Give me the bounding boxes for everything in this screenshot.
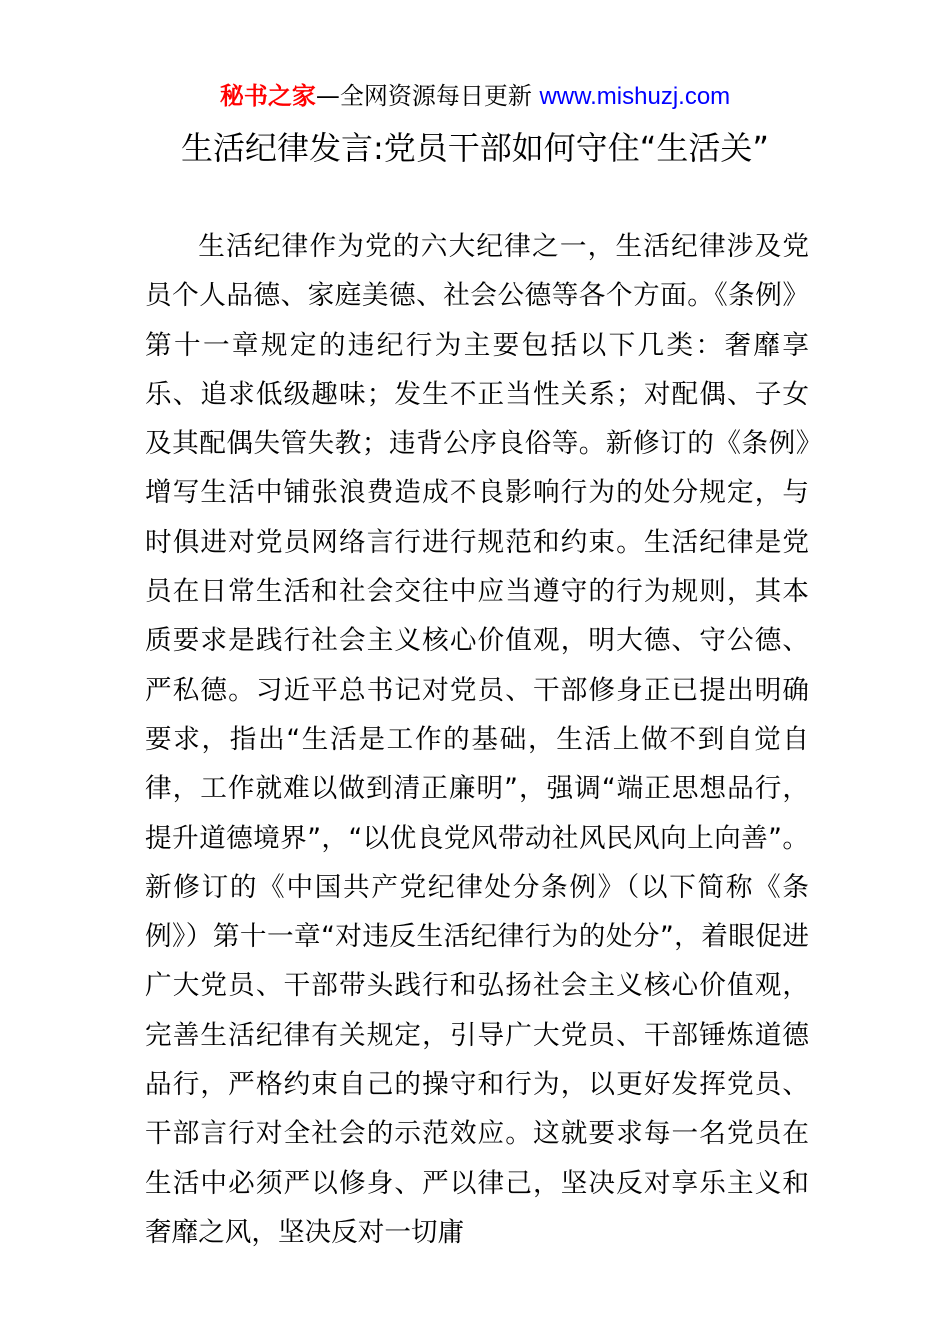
document-title: 生活纪律发言:党员干部如何守住“生活关”: [181, 129, 769, 167]
body-paragraph: 生活纪律作为党的六大纪律之一，生活纪律涉及党员个人品德、家庭美德、社会公德等各个方面。《条例》第十一章规定的违纪行为主要包括以下几类：奢靡享乐、追求低级趣味；发生不正当性关系；对配偶、子女及其配偶失管失教；违背公序良俗等。新修订的《条例》增写生活中铺张浪费造成不良影响行为的处分规定，与时俱进对党员网络言行进行规范和约束。生活纪律是党员在日常生活和社会交往中应当遵守的行为规则，其本质要求是践行社会主义核心价值观，明大德、守公德、严私德。习近平总书记对党员、干部修身正已提出明确要求，指出“生活是工作的基础，生活上做不到自觉自律，工作就难以做到清正廉明”，强调“端正思想品行，提升道德境界”，“以优良党风带动社风民风向上向善”。新修订的《中国共产党纪律处分条例》（以下简称《条例》）第十一章“对违反生活纪律行为的处分”，着眼促进广大党员、干部带头践行和弘扬社会主义核心价值观，完善生活纪律有关规定，引导广大党员、干部锤炼道德品行，严格约束自己的操守和行为，以更好发挥党员、干部言行对全社会的示范效应。这就要求每一名党员在生活中必须严以修身、严以律己，坚决反对享乐主义和奢靡之风，坚决反对一切庸: [145, 231, 809, 1248]
site-header: [0, 80, 950, 113]
site-brand: 秘书之家: [219, 82, 316, 110]
site-tagline: —全网资源每日更新: [315, 82, 540, 110]
site-url-link[interactable]: www.mishuzj.com: [539, 83, 731, 110]
